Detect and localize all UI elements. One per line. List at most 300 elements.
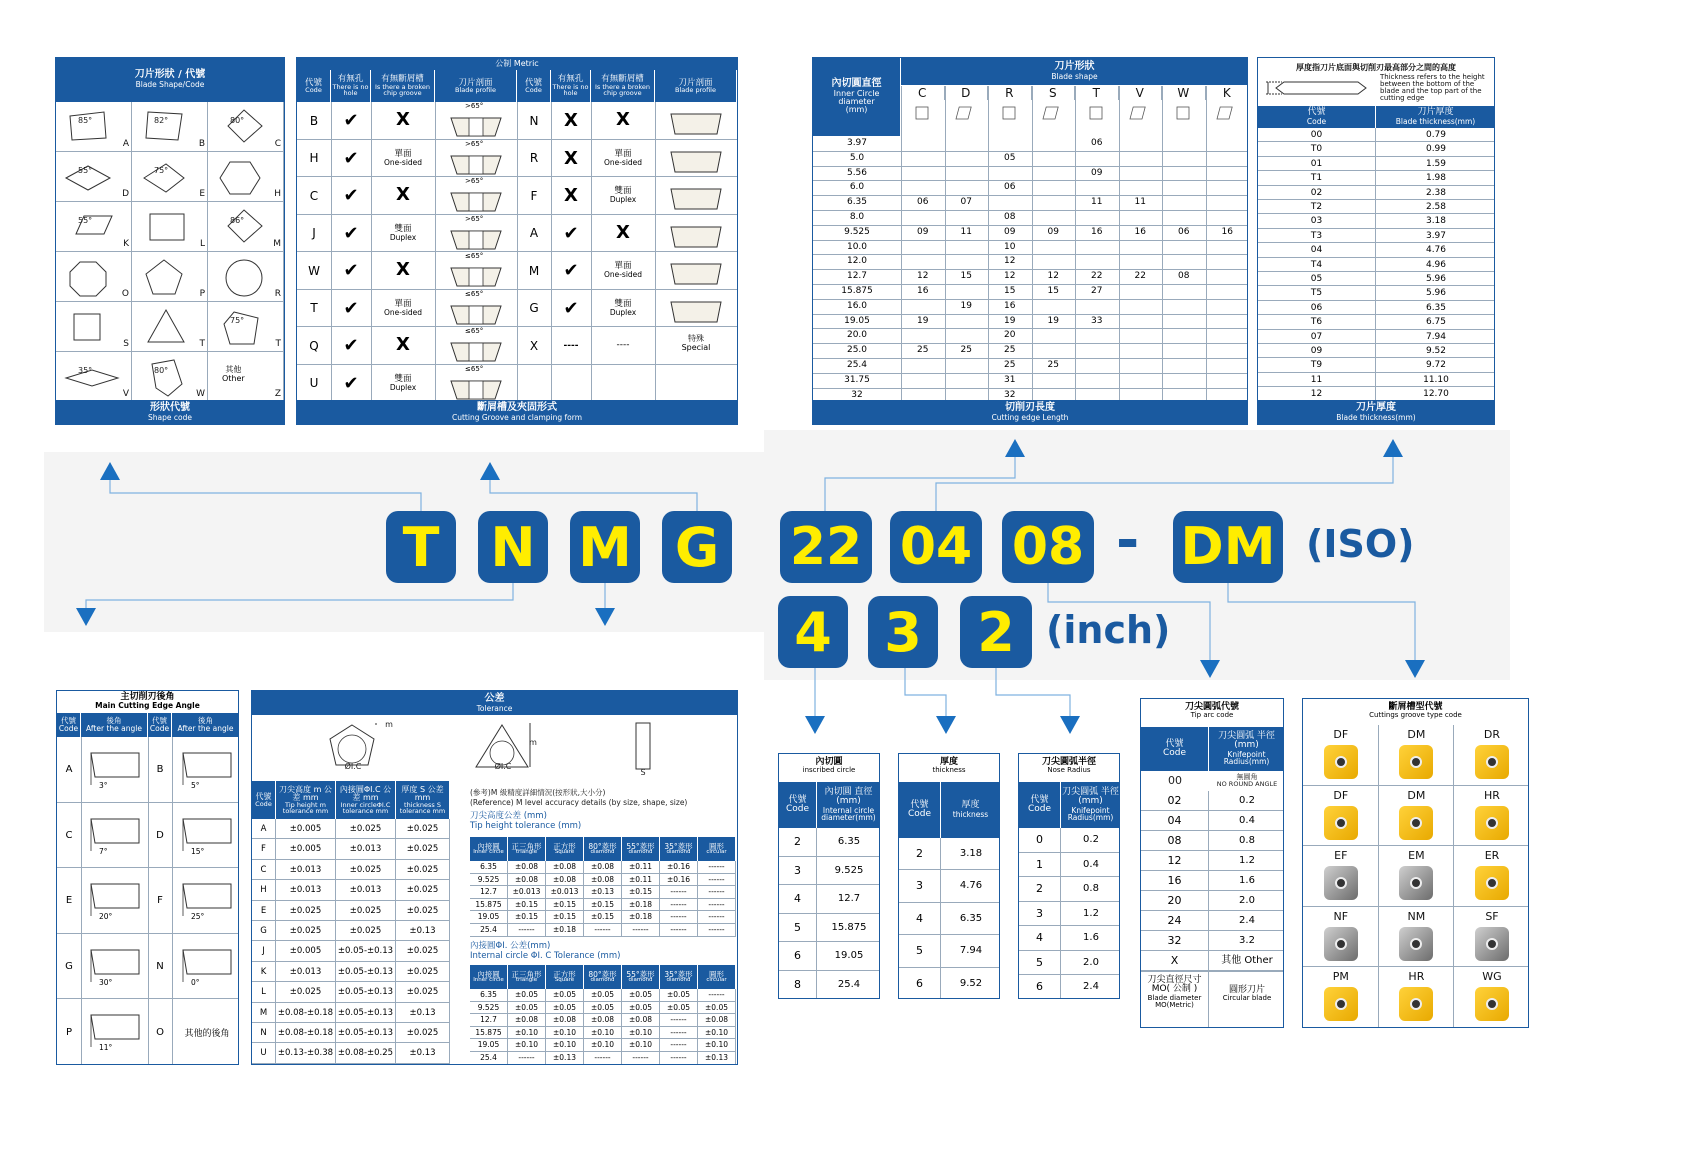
- blade-shape-col: C: [901, 86, 945, 100]
- gt-title-en: Cuttings groove type code: [1369, 711, 1462, 719]
- thk-value: 2.38: [1376, 186, 1495, 200]
- sub-header-zh: 正三角形: [511, 841, 542, 851]
- thk-code: 11: [1258, 373, 1376, 387]
- groove-header-en: Is there a broken chip groove: [375, 82, 430, 98]
- nose_panel-code: 6: [1019, 975, 1061, 999]
- groove-type-cell: [1303, 786, 1379, 847]
- tol-cell: E: [252, 901, 276, 921]
- groove-header-zh: 有無孔: [557, 74, 584, 85]
- length-cell: 08: [1004, 212, 1016, 222]
- length-cell: [1119, 240, 1163, 255]
- shape-code: K: [123, 239, 129, 249]
- tip-foot-l-en: Blade diameter MO(Metric): [1147, 993, 1202, 1010]
- blade-shape-col: S: [1032, 86, 1076, 100]
- length-cell: [1162, 373, 1206, 388]
- profile-cell: [435, 215, 517, 253]
- shape-code: H: [274, 189, 281, 199]
- sub-cell: ±0.10: [698, 1039, 736, 1052]
- shape-code: E: [199, 189, 205, 199]
- length-col-line: [945, 86, 946, 402]
- blade-profile-icon: [661, 292, 731, 326]
- length-cell: 32: [851, 389, 863, 400]
- sub-cell: ------: [508, 924, 546, 937]
- thickness-title-zh: 厚度指刀片底面與切削刃最高部分之間的高度: [1296, 63, 1456, 72]
- shape-title-zh: 刀片形狀 / 代號: [134, 69, 206, 80]
- length-shape-zh: 刀片形狀: [1054, 61, 1095, 73]
- length-cell: [901, 180, 945, 195]
- relief-angle-label: 0°: [191, 977, 200, 987]
- relief-angle-diagram: [179, 880, 235, 920]
- sub-cell: ------: [622, 1052, 660, 1065]
- groove-text-zh: 單面: [614, 148, 632, 159]
- shape-code: T: [275, 339, 281, 349]
- sub-cell: ------: [660, 911, 698, 924]
- length-cell: [1119, 328, 1163, 343]
- nose-h1-en: Code: [1027, 804, 1052, 814]
- groove-header: [297, 70, 331, 102]
- groove-cell: [371, 102, 435, 140]
- length-footer-zh: 切削刃長度: [1005, 402, 1055, 413]
- thk-value: 12.70: [1376, 387, 1495, 401]
- length-cell: [1206, 314, 1249, 329]
- tol-cell: ±0.05-±0.13: [336, 1023, 396, 1043]
- relief-row-line: [57, 1064, 239, 1065]
- sub-header: [660, 965, 698, 989]
- sub-header-zh: 正方形: [553, 841, 576, 851]
- check-icon: ✔: [563, 260, 579, 282]
- relief-angle-label: 30°: [99, 977, 113, 987]
- sub-cell: ±0.05: [698, 1002, 736, 1015]
- nose_panel-code: 0: [1019, 828, 1061, 853]
- tol-cell: ±0.013: [276, 962, 336, 982]
- cross-icon: X: [616, 109, 630, 131]
- groove-type-cell: [1379, 846, 1455, 907]
- shape-cell: [208, 302, 284, 352]
- groove-header: [551, 70, 591, 102]
- length-cell: 20: [1004, 330, 1016, 341]
- thk-h2-zh: 刀片厚度: [1417, 107, 1454, 118]
- sub-header-en: triangle: [515, 977, 538, 983]
- groove-text-en: One-sided: [603, 157, 643, 167]
- thk-value: 5.96: [1376, 286, 1495, 300]
- length-cell: [1032, 343, 1076, 358]
- sub-cell: 9.525: [470, 1002, 508, 1015]
- blade-shape-col: T: [1075, 86, 1119, 100]
- shape-angle: 85°: [78, 116, 93, 125]
- thk-code: T4: [1258, 258, 1376, 272]
- check-icon: ✔: [563, 297, 579, 319]
- tol-cell: ±0.013: [276, 880, 336, 900]
- relief-col-line: [81, 737, 82, 1065]
- tol-cell: J: [252, 941, 276, 961]
- profile-cell: [655, 327, 737, 365]
- groove-text-en: One-sided: [603, 270, 643, 280]
- thk-h1-zh: 代號: [1307, 107, 1326, 118]
- groove-type-code: WG: [1482, 970, 1502, 984]
- relief-angle-diagram: [87, 749, 143, 789]
- thk-footer-en: Blade thickness(mm): [1336, 412, 1416, 422]
- shape-code: V: [122, 389, 129, 399]
- relief-angle-diagram: [179, 749, 235, 789]
- sub-header-en: triangle: [515, 849, 538, 855]
- sub-cell: ±0.15: [622, 886, 660, 899]
- sub-cell: ±0.013: [546, 886, 584, 899]
- sub-header: [546, 837, 584, 861]
- sub-header: [698, 965, 736, 989]
- tol-cell: ±0.13: [396, 1043, 450, 1063]
- sub-cell: ±0.05: [546, 1002, 584, 1015]
- tol-cell: ±0.05-±0.13: [336, 941, 396, 961]
- sub-cell: ±0.08: [508, 1014, 546, 1027]
- nose-h2-zh: 刀尖圓弧 半徑(mm): [1062, 786, 1119, 807]
- inscribed_panel-code: 8: [779, 971, 817, 999]
- shape-angle: 82°: [154, 116, 169, 125]
- code-box-04: 04: [890, 511, 982, 583]
- thk-value: 7.94: [1376, 330, 1495, 344]
- sub-cell: 12.7: [470, 886, 508, 899]
- sub-cell: ±0.013: [508, 886, 546, 899]
- insert-image: [1399, 866, 1433, 900]
- relief-angle-diagram: [87, 946, 143, 986]
- shape-icon: [138, 304, 198, 350]
- length-cell: [1206, 210, 1249, 225]
- tip-foot-l-zh: 刀尖直徑尺寸 MO( 公制 ): [1147, 975, 1202, 995]
- groove-code: W: [308, 263, 320, 278]
- tip-h1-zh: 代號: [1165, 738, 1184, 749]
- length-cell: [945, 358, 989, 373]
- shape-cell: [132, 252, 208, 302]
- length-cell: [1119, 284, 1163, 299]
- length-cell: [1119, 136, 1163, 151]
- groove-header-zh: 代號: [524, 77, 542, 88]
- code-box-t: T: [386, 511, 456, 583]
- shape-icon: [62, 254, 122, 300]
- shape-icon: [138, 254, 198, 300]
- sub-cell: ±0.10: [546, 1027, 584, 1040]
- length-cell: [1032, 195, 1076, 210]
- length-cell: 8.0: [849, 212, 865, 222]
- groove-type-code: DM: [1407, 728, 1426, 741]
- tiparc_panel-code: 02: [1141, 791, 1209, 811]
- thi-h2-en: thickness: [952, 809, 989, 819]
- tol-cell: ±0.025: [396, 901, 450, 921]
- sub-cell: ±0.08: [546, 861, 584, 874]
- thk-value: 4.96: [1376, 258, 1495, 272]
- length-cell: [1206, 299, 1249, 314]
- sub-header-zh: 35°菱形: [664, 841, 693, 851]
- sub-cell: ±0.08: [622, 1014, 660, 1027]
- tiparc_panel-value: 1.2: [1209, 851, 1284, 871]
- length-cell: [1032, 166, 1076, 181]
- insert-image: [1399, 927, 1433, 961]
- shape-glyph-icon: [1044, 104, 1064, 124]
- tol-cell: ±0.05-±0.13: [336, 982, 396, 1002]
- length-cell: 12: [1004, 256, 1016, 267]
- length-cell: 25.4: [846, 360, 868, 370]
- shape-icon: [214, 154, 274, 200]
- shape-cell: [56, 252, 132, 302]
- shape-icon: [214, 104, 274, 150]
- sub-cell: ±0.18: [622, 911, 660, 924]
- thickness-title-en: Thickness refers to the height between the bottom of the blade and the top part of the cutting edge: [1380, 73, 1485, 102]
- groove-type-cell: [1379, 786, 1455, 847]
- tol-header-en: Code: [255, 799, 272, 808]
- check-icon: ✔: [343, 260, 359, 282]
- groove-header-zh: 刀片剖面: [678, 77, 713, 88]
- profile-cell: [655, 215, 737, 253]
- insert-hole-icon: [1335, 756, 1347, 768]
- tol-cell: ±0.025: [396, 962, 450, 982]
- length-cell: 25: [917, 345, 929, 356]
- groove-text-en: One-sided: [383, 157, 423, 167]
- length-cell: [1075, 328, 1119, 343]
- length-cell: 25: [1004, 360, 1016, 370]
- length-cell: 16: [1134, 226, 1146, 237]
- tol-cell: ±0.08-±0.18: [276, 1023, 336, 1043]
- sub-header-zh: 圓形: [709, 841, 724, 851]
- tol-header: [336, 781, 396, 819]
- profile-cell: [435, 365, 517, 403]
- tol-cell: ±0.13: [396, 921, 450, 941]
- thi-title-zh: 厚度: [939, 757, 958, 767]
- sub-cell: ±0.11: [622, 861, 660, 874]
- sub-cell: ±0.15: [546, 899, 584, 912]
- length-cell: [1162, 314, 1206, 329]
- length-cell: [1206, 328, 1249, 343]
- groove-type-cell: [1303, 907, 1379, 968]
- sub-cell: ±0.08: [546, 874, 584, 887]
- sub-header: [470, 965, 508, 989]
- tol-cell: ±0.08-±0.18: [276, 1003, 336, 1023]
- length-cell: [1162, 180, 1206, 195]
- profile-cell: [435, 102, 517, 140]
- thk-h1-en: Code: [1306, 116, 1327, 126]
- shape-angle: 55°: [78, 166, 93, 175]
- profile-cell: [655, 177, 737, 215]
- tol-ic-zh: 內接圓ΦI. 公差(mm): [470, 941, 551, 951]
- sub-cell: ------: [660, 1039, 698, 1052]
- sub-header: [622, 837, 660, 861]
- inscribed_panel-value: 25.4: [817, 971, 880, 999]
- tol-cell: L: [252, 982, 276, 1002]
- groove-code: X: [529, 338, 539, 353]
- groove-header: [655, 70, 737, 102]
- thk-code: T2: [1258, 200, 1376, 214]
- shape-icon: [138, 154, 198, 200]
- relief-code: E: [65, 895, 73, 907]
- length-hdr-zh: 內切圓直徑: [831, 78, 882, 90]
- profile-cell: [435, 327, 517, 365]
- relief-code: F: [157, 895, 163, 907]
- insert-hole-icon: [1410, 756, 1422, 768]
- sub-header-en: diamond: [666, 977, 691, 983]
- tol-cell: ±0.025: [396, 982, 450, 1002]
- groove-cell: [371, 252, 435, 290]
- sub-cell: ±0.05: [584, 989, 622, 1002]
- length-cell: [1206, 269, 1249, 284]
- tol-cell: ±0.05-±0.13: [336, 1003, 396, 1023]
- length-cell: [1075, 210, 1119, 225]
- groove-code: B: [309, 113, 319, 128]
- shape-icon: [62, 304, 122, 350]
- relief-h-angle-zh: 後角: [106, 716, 122, 726]
- insert-hole-icon: [1410, 817, 1422, 829]
- tol-cell: ±0.025: [396, 1023, 450, 1043]
- profile-angle: ≤65°: [465, 327, 484, 335]
- tol-cell: ±0.025: [336, 819, 396, 839]
- groove-footer-zh: 斷屑槽及夾固形式: [477, 402, 557, 413]
- length-cell: [1206, 284, 1249, 299]
- length-cell: [1119, 254, 1163, 269]
- groove-code: N: [529, 113, 539, 128]
- profile-cell: [435, 290, 517, 328]
- sub-cell: ±0.05: [508, 989, 546, 1002]
- code-box-dm: DM: [1173, 511, 1283, 583]
- thk-value: 9.52: [1376, 344, 1495, 358]
- length-cell: [945, 240, 989, 255]
- shape-code: S: [123, 339, 129, 349]
- sub-cell: ------: [584, 1052, 622, 1065]
- thk-code: 00: [1258, 128, 1376, 142]
- sub-cell: ±0.10: [508, 1039, 546, 1052]
- code-box-n: N: [478, 511, 548, 583]
- insert-hole-icon: [1335, 877, 1347, 889]
- length-cell: [1162, 210, 1206, 225]
- tol-cell: ±0.025: [276, 901, 336, 921]
- length-cell: 16: [1091, 226, 1103, 237]
- groove-header-en: Code: [525, 86, 542, 94]
- sub-cell: 6.35: [470, 989, 508, 1002]
- insert-hole-icon: [1486, 877, 1498, 889]
- thk-footer-zh: 刀片厚度: [1356, 402, 1396, 413]
- nose_panel-code: 3: [1019, 902, 1061, 927]
- shape-code: B: [198, 139, 205, 149]
- length-cell: [1119, 314, 1163, 329]
- relief-angle-label: 15°: [191, 846, 205, 856]
- insert-hole-icon: [1410, 938, 1422, 950]
- sub-cell: ------: [660, 1052, 698, 1065]
- length-cell: [1032, 180, 1076, 195]
- profile-cell: [435, 177, 517, 215]
- length-cell: 15.875: [841, 286, 873, 296]
- sub-header-zh: 55°菱形: [626, 841, 655, 851]
- sub-cell: ±0.10: [698, 1027, 736, 1040]
- inch-box-4: 4: [778, 596, 848, 668]
- relief-code: C: [65, 829, 73, 841]
- nose_panel-value: 1.6: [1061, 926, 1120, 951]
- groove-type-cell: [1379, 967, 1455, 1028]
- shape-cell: [132, 202, 208, 252]
- sub-header: [698, 837, 736, 861]
- thickness-inch-grid: [899, 838, 1000, 999]
- groove-type-code: ER: [1484, 849, 1500, 863]
- groove-code: M: [528, 263, 540, 278]
- cross-icon: X: [564, 147, 578, 169]
- thick_inch_panel-code: 3: [899, 870, 941, 902]
- tol-cell: ±0.025: [396, 839, 450, 859]
- sub-header-zh: 80°菱形: [588, 841, 617, 851]
- groove-header-zh: 刀片剖面: [458, 77, 493, 88]
- length-cell: 27: [1091, 286, 1103, 296]
- length-cell: 25.0: [846, 345, 868, 356]
- thk-value: 5.96: [1376, 272, 1495, 286]
- thick_inch_panel-value: 4.76: [941, 870, 1000, 902]
- sub-cell: 15.875: [470, 1027, 508, 1040]
- groove-code: T: [310, 301, 318, 316]
- check-icon: ✔: [343, 335, 359, 357]
- sub-header: [622, 965, 660, 989]
- length-cell: [1075, 343, 1119, 358]
- tol-cell: C: [252, 860, 276, 880]
- length-cell: [1206, 254, 1249, 269]
- relief-angle-label: 5°: [191, 781, 200, 790]
- sub-cell: 25.4: [470, 924, 508, 937]
- thk-value: 9.72: [1376, 358, 1495, 372]
- sub-cell: ------: [660, 886, 698, 899]
- length-cell: [1206, 373, 1249, 388]
- length-cell: [1075, 240, 1119, 255]
- length-col-line: [1032, 86, 1033, 402]
- tip-arc-panel: [1140, 698, 1284, 1028]
- sub-cell: ------: [698, 886, 736, 899]
- profile-cell: [435, 140, 517, 178]
- length-cell: 11: [1134, 197, 1146, 208]
- groove-type-panel: [1302, 698, 1529, 1028]
- thk-code: 04: [1258, 243, 1376, 257]
- length-cell: 12: [917, 271, 929, 282]
- length-cell: [1162, 240, 1206, 255]
- nose_panel-value: 1.2: [1061, 902, 1120, 927]
- thk-value: 1.59: [1376, 157, 1495, 171]
- shape-code: A: [122, 139, 129, 149]
- length-cell: 19: [1047, 315, 1059, 326]
- shape-grid: [56, 102, 284, 402]
- length-cell: [1075, 151, 1119, 166]
- length-cell: [901, 166, 945, 181]
- groove-type-code: DM: [1407, 788, 1426, 802]
- profile-cell: [655, 252, 737, 290]
- tol-cell: ±0.013: [276, 860, 336, 880]
- blade-thickness-panel: [1257, 57, 1495, 425]
- groove-cell: [591, 140, 655, 178]
- tol-cell: ±0.025: [336, 901, 396, 921]
- relief-angle-diagram: [87, 1011, 143, 1051]
- tol-title-en: Tolerance: [476, 703, 513, 713]
- profile-cell: [435, 252, 517, 290]
- cross-icon: X: [616, 221, 630, 243]
- profile-cell: [655, 102, 737, 140]
- insert-image: [1475, 927, 1509, 961]
- length-cell: 15: [960, 271, 972, 282]
- insc-title-zh: 內切圓: [815, 757, 843, 767]
- length-cell: 05: [1004, 152, 1016, 163]
- groove-header-en: Blade profile: [675, 86, 716, 94]
- inscribed_panel-code: 5: [779, 914, 817, 943]
- tol-header: [252, 781, 276, 819]
- relief-h-angle2-zh: 後角: [198, 716, 213, 726]
- relief-other: 其他的後角: [184, 1028, 230, 1039]
- length-cell: 32: [1004, 389, 1016, 400]
- sub-cell: 25.4: [470, 1052, 508, 1065]
- length-col-line: [1162, 86, 1163, 402]
- length-cell: 19: [960, 300, 972, 311]
- sub-cell: ±0.13: [584, 886, 622, 899]
- sub-cell: ±0.05: [622, 1002, 660, 1015]
- tiparc_panel-code: 20: [1141, 891, 1209, 911]
- length-cell: [1032, 328, 1076, 343]
- tol-header: [276, 781, 336, 819]
- insert-hole-icon: [1410, 998, 1422, 1010]
